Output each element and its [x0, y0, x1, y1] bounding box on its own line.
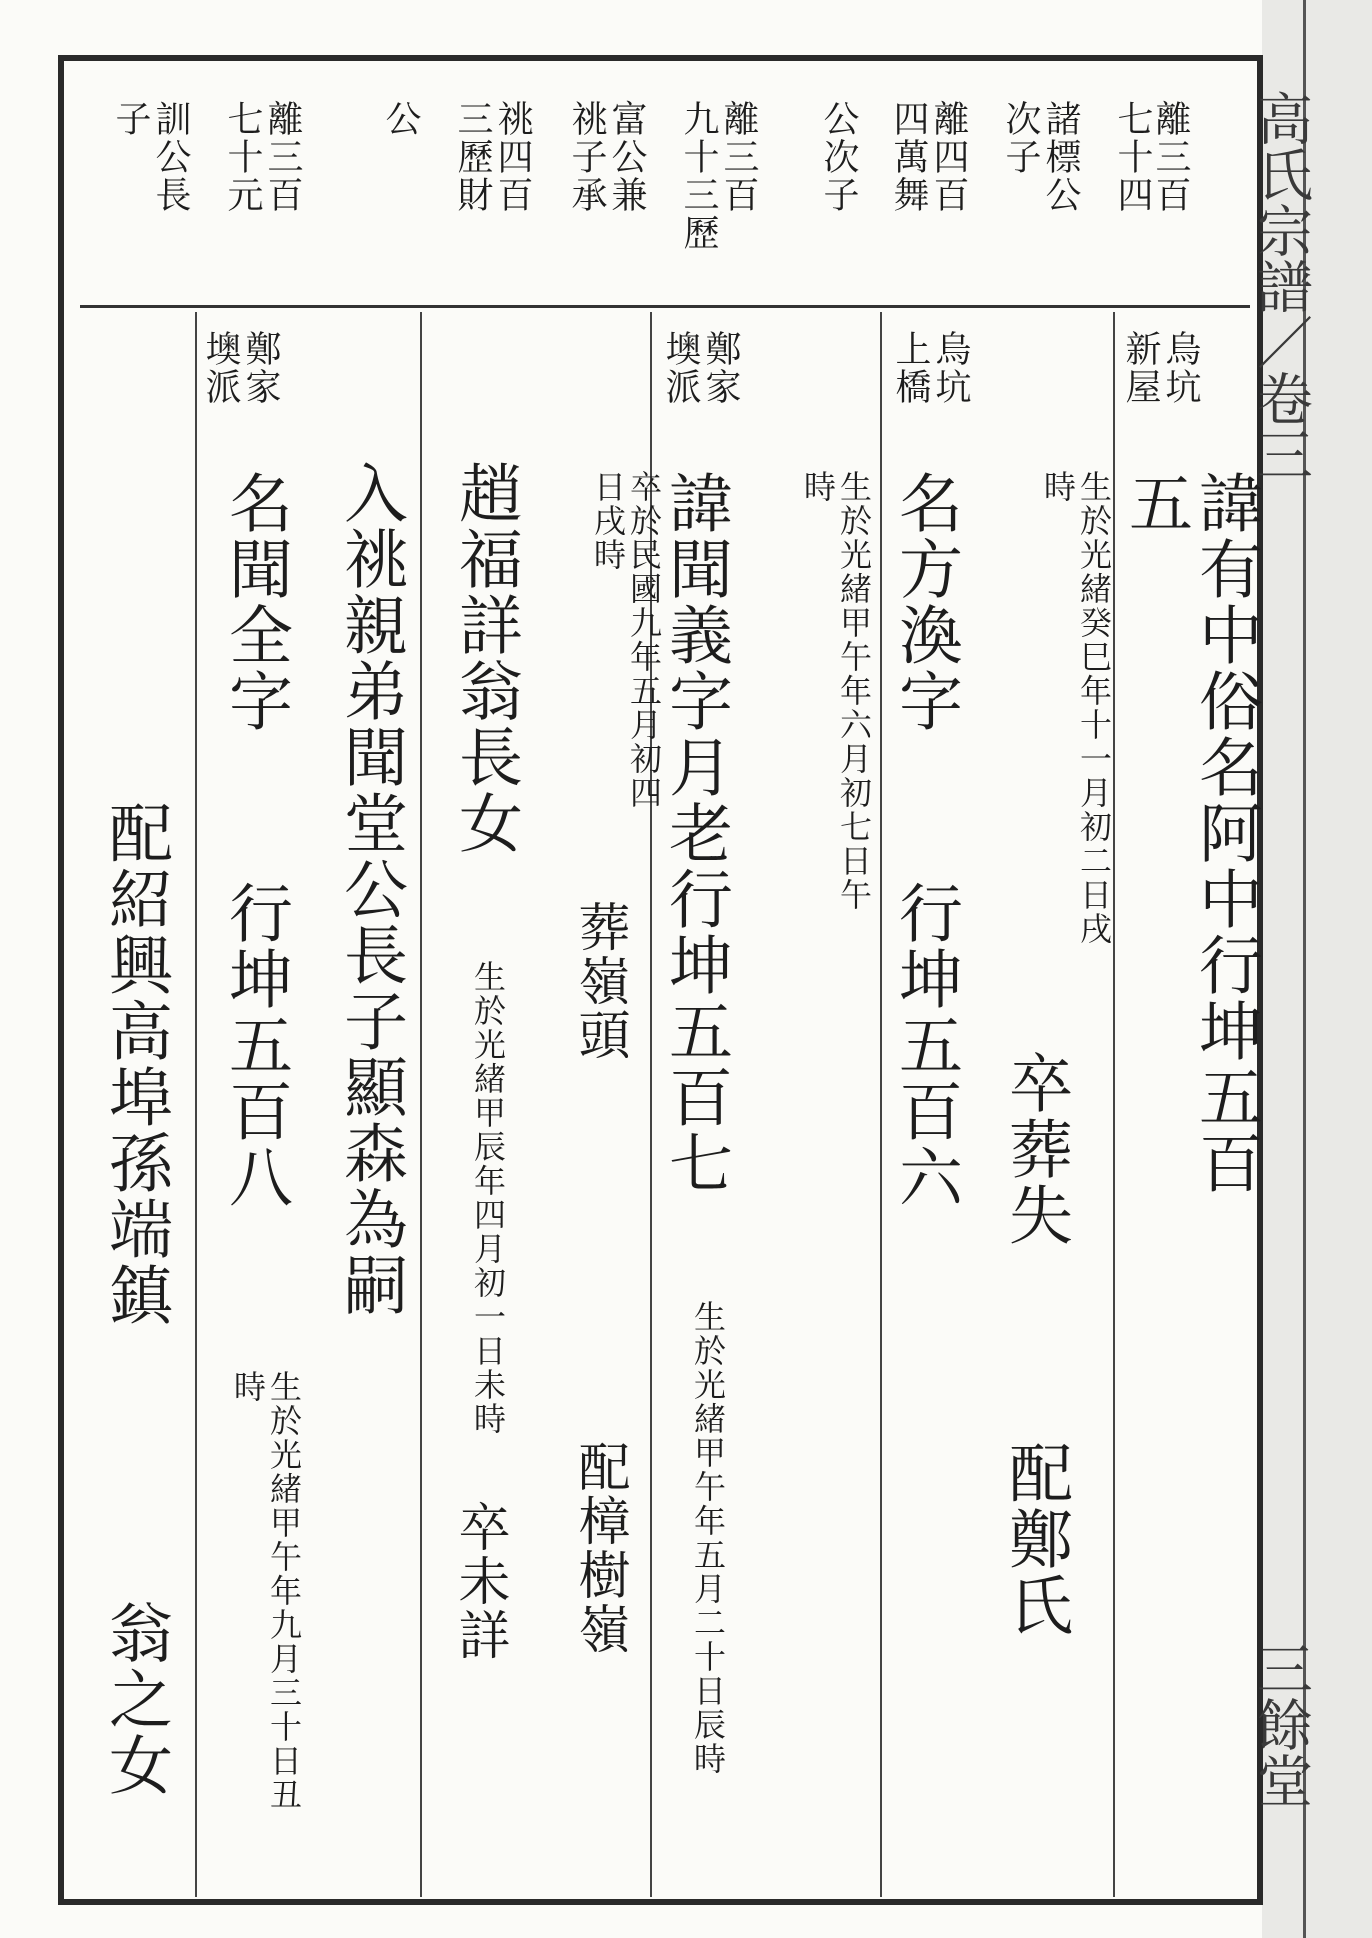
spouse: 配紹興高埠孫端鎮	[98, 800, 172, 1328]
spouse-tail: 翁之女	[98, 1600, 172, 1798]
main-text: 入祧親弟聞堂公長子顯森為嗣	[333, 460, 407, 1318]
place: 新屋	[1120, 330, 1161, 406]
register-line: 祧子承	[566, 100, 607, 214]
place: 鄭家	[240, 330, 281, 406]
register-line: 公	[380, 100, 421, 138]
register-line: 七十元	[222, 100, 263, 214]
register-line: 諸標公	[1040, 100, 1081, 214]
main-text: 諱聞義字月老行坤五百七	[658, 470, 732, 1196]
register-line: 三歷財	[452, 100, 493, 214]
main-text: 名聞全字	[218, 470, 292, 734]
place: 墺派	[200, 330, 241, 406]
place: 烏坑	[930, 330, 971, 406]
register-line: 離三百	[1150, 100, 1191, 214]
column-rule	[880, 312, 882, 1897]
register-line: 富公兼	[606, 100, 647, 214]
register-line: 七十四	[1112, 100, 1153, 214]
place: 墺派	[660, 330, 701, 406]
margin-hall: 三餘堂	[1248, 1640, 1313, 1808]
death: 卒未詳	[449, 1500, 509, 1662]
death: 卒葬失	[998, 1050, 1072, 1248]
column-rule	[1113, 312, 1115, 1897]
main-text: 趙福詳翁長女	[448, 460, 522, 856]
register-line: 次子	[1000, 100, 1041, 176]
birth: 生於光緒甲辰年四月初一日未時	[469, 960, 507, 1436]
rank: 行坤五百八	[218, 880, 292, 1210]
rank: 行坤五百六	[888, 880, 962, 1210]
register-line: 祧四百	[492, 100, 533, 214]
register-line: 離三百	[262, 100, 303, 214]
register-line: 四萬舞	[888, 100, 929, 214]
place: 上橋	[890, 330, 931, 406]
spouse: 配鄭氏	[998, 1440, 1072, 1638]
spouse: 配樟樹嶺	[569, 1440, 629, 1656]
register-line: 子	[110, 100, 151, 138]
birth: 生於光緒甲午年五月二十日辰時	[689, 1300, 727, 1776]
register-line: 九十三歷	[678, 100, 719, 252]
register-line: 訓公長	[150, 100, 191, 214]
place: 鄭家	[700, 330, 741, 406]
column-rule	[420, 312, 422, 1897]
register-line: 離四百	[928, 100, 969, 214]
margin-title: 高氏宗譜／卷三	[1248, 90, 1313, 482]
column-rule	[195, 312, 197, 1897]
register-line: 離三百	[718, 100, 759, 214]
main-text: 諱有中俗名阿中行坤五百五	[1118, 470, 1262, 1196]
burial: 葬嶺頭	[569, 900, 629, 1062]
main-text: 名方渙字	[888, 470, 962, 734]
death: 卒於民國九年五月初四日戌時	[589, 470, 663, 810]
birth: 生於光緒癸巳年十一月初二日戌時	[1039, 470, 1113, 946]
register-line: 公次子	[818, 100, 859, 214]
place: 烏坑	[1160, 330, 1201, 406]
register-divider	[80, 305, 1250, 308]
birth: 生於光緒甲午年六月初七日午時	[799, 470, 873, 912]
birth: 生於光緒甲午年九月三十日丑時	[229, 1370, 303, 1812]
